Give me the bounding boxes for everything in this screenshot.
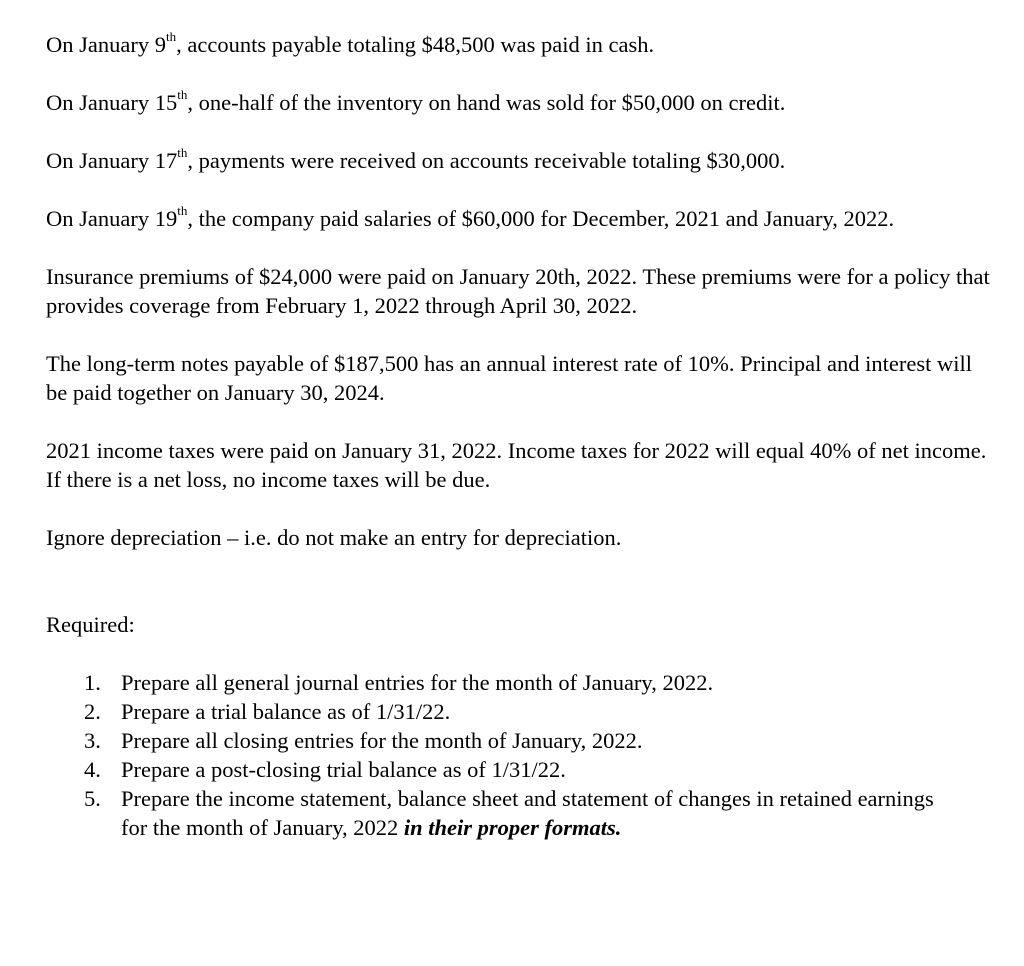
document-body: [46, 30, 996, 842]
paragraph-jan-15: [46, 88, 996, 117]
list-number: 2.: [84, 699, 101, 724]
list-item: [46, 784, 996, 842]
list-item-text: Prepare all general journal entries for the month of January, 2022.: [121, 670, 714, 695]
paragraph-income-taxes: 2021 income taxes were paid on January 31, 2022. Income taxes for 2022 will equal 40% of net income. If there is a net loss, no income taxes will be due.: [46, 438, 987, 492]
required-list: [46, 668, 996, 842]
list-number: 4.: [84, 757, 101, 782]
list-item-text-plain: Prepare the income statement, balance sheet and statement of changes in retained earnings for the month of January, 2022: [121, 786, 934, 840]
paragraph-jan-9: [46, 30, 996, 59]
paragraph-jan-17-rest: , payments were received on accounts receivable totaling $30,000.: [187, 148, 786, 173]
paragraph-jan-19-lead: On January 19: [46, 206, 178, 231]
list-number: 5.: [84, 786, 101, 811]
list-item: [46, 755, 996, 784]
list-item: [46, 726, 996, 755]
ordinal-suffix: th: [177, 144, 188, 160]
required-heading: Required:: [46, 612, 135, 637]
paragraph-jan-17: [46, 146, 996, 175]
ordinal-suffix: th: [177, 86, 188, 102]
list-number: 1.: [84, 670, 101, 695]
paragraph-jan-15-lead: On January 15: [46, 90, 178, 115]
list-item: [46, 697, 996, 726]
emphasis-text: in their proper formats.: [403, 815, 622, 840]
list-item: [46, 668, 996, 697]
paragraph-jan-9-lead: On January 9: [46, 32, 166, 57]
paragraph-depreciation: Ignore depreciation – i.e. do not make an entry for depreciation.: [46, 525, 622, 550]
paragraph-jan-17-lead: On January 17: [46, 148, 178, 173]
paragraph-insurance: Insurance premiums of $24,000 were paid on January 20th, 2022. These premiums were for a policy that provides coverage from February 1, 2022 through April 30, 2022.: [46, 264, 990, 318]
list-item-text: Prepare all closing entries for the month of January, 2022.: [121, 728, 643, 753]
paragraph-notes-payable: The long-term notes payable of $187,500 has an annual interest rate of 10%. Principal and interest will be paid together on January 30, 2024.: [46, 351, 972, 405]
ordinal-suffix: th: [165, 28, 177, 44]
ordinal-suffix: th: [177, 202, 188, 218]
paragraph-jan-19-rest: , the company paid salaries of $60,000 for December, 2021 and January, 2022.: [187, 206, 895, 231]
paragraph-jan-19: [46, 204, 996, 233]
list-item-text: [121, 784, 951, 842]
paragraph-jan-9-rest: , accounts payable totaling $48,500 was paid in cash.: [176, 32, 655, 57]
paragraph-jan-15-rest: , one-half of the inventory on hand was sold for $50,000 on credit.: [187, 90, 786, 115]
list-item-text: Prepare a trial balance as of 1/31/22.: [121, 699, 451, 724]
list-number: 3.: [84, 728, 101, 753]
list-item-text: Prepare a post-closing trial balance as of 1/31/22.: [121, 757, 566, 782]
